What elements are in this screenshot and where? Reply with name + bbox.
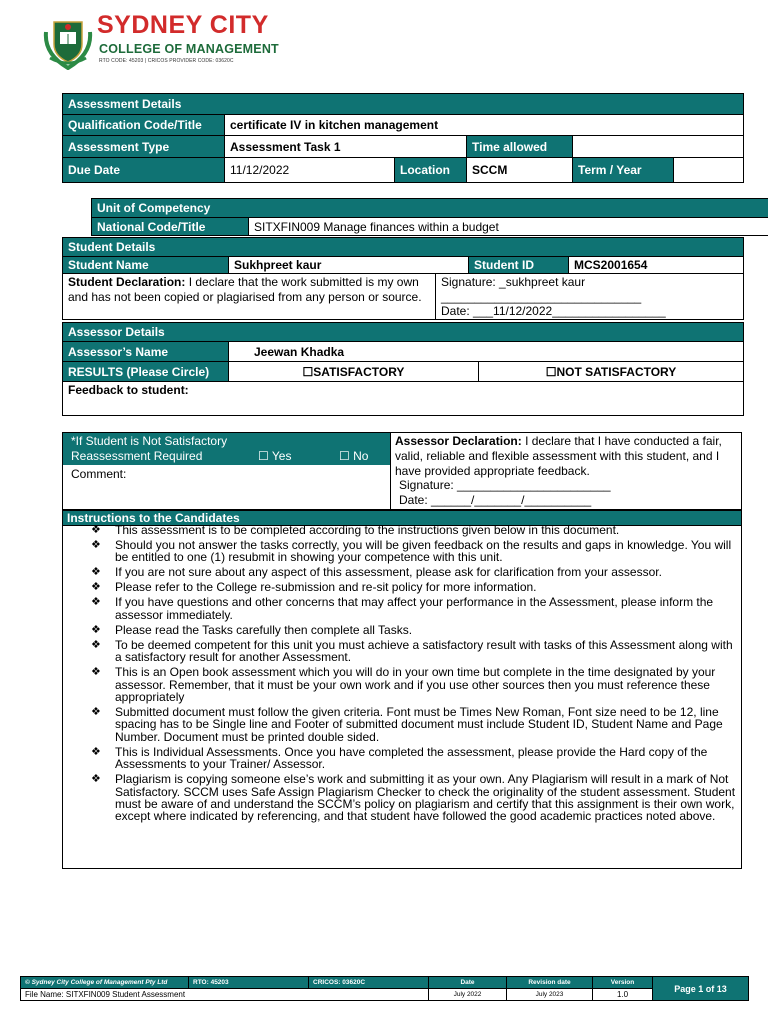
reassess-no-checkbox[interactable]: ☐ No — [339, 449, 369, 463]
instruction-item — [63, 539, 741, 564]
time-allowed-label: Time allowed — [467, 136, 573, 158]
student-name-label: Student Name — [63, 257, 229, 274]
bullet-icon: ❖ — [91, 566, 101, 579]
student-id-value: MCS2001654 — [569, 257, 744, 274]
bullet-icon: ❖ — [91, 745, 101, 758]
satisfactory-checkbox[interactable]: ☐SATISFACTORY — [229, 362, 479, 382]
student-declaration-label: Student Declaration: — [68, 275, 186, 289]
student-details-heading: Student Details — [63, 238, 744, 257]
instruction-item — [63, 581, 741, 593]
footer-rto: RTO: 45203 — [189, 977, 309, 989]
national-code-label: National Code/Title — [92, 218, 249, 236]
student-declaration-text: I declare that the work submitted is my own and has not been copied or plagiarised from any person or source. — [68, 275, 422, 304]
bullet-icon: ❖ — [91, 666, 101, 679]
footer-date-value: July 2022 — [429, 989, 507, 1001]
instruction-text: Please refer to the College re-submission and re-sit policy for more information. — [115, 580, 537, 595]
location-value: SCCM — [467, 158, 573, 183]
student-signature-cell — [436, 274, 744, 320]
student-signature-line: Signature: _sukhpreet kaur ______________________________ — [441, 275, 642, 304]
term-year-value — [674, 158, 744, 183]
time-allowed-value — [573, 136, 744, 158]
bullet-icon: ❖ — [91, 596, 101, 609]
national-code-value: SITXFIN009 Manage finances within a budget — [249, 218, 768, 236]
student-details-table — [62, 237, 744, 320]
assessor-declaration-label: Assessor Declaration: — [395, 434, 522, 448]
footer-file-name: File Name: SITXFIN009 Student Assessment — [21, 989, 429, 1001]
bullet-icon: ❖ — [91, 623, 101, 636]
bullet-icon: ❖ — [91, 524, 101, 536]
bullet-icon: ❖ — [91, 539, 101, 551]
unit-of-competency-table — [91, 198, 768, 236]
instructions-heading: Instructions to the Candidates — [62, 510, 742, 526]
assessment-details-heading: Assessment Details — [63, 94, 744, 115]
footer-version-value: 1.0 — [593, 989, 653, 1001]
student-id-label: Student ID — [469, 257, 569, 274]
results-label: RESULTS (Please Circle) — [63, 362, 229, 382]
footer-version-label: Version — [593, 977, 653, 989]
college-crest-icon — [40, 14, 96, 70]
instruction-item — [63, 624, 741, 636]
reassess-yes-checkbox[interactable]: ☐ Yes — [258, 449, 292, 463]
instruction-item — [63, 773, 741, 823]
instruction-item — [63, 706, 741, 743]
footer-cricos: CRICOS: 03620C — [309, 977, 429, 989]
brand-codes: RTO CODE: 45203 | CRICOS PROVIDER CODE: 03620C — [99, 58, 234, 64]
reassessment-required-row — [71, 449, 382, 464]
instruction-text: If you are not sure about any aspect of this assessment, please ask for clarification from your assessor. — [115, 565, 662, 580]
footer-date-label: Date — [429, 977, 507, 989]
not-satisfactory-checkbox[interactable]: ☐NOT SATISFACTORY — [479, 362, 744, 382]
assessor-date-line: Date: ______/_______/__________ — [399, 493, 592, 508]
instruction-text: To be deemed competent for this unit you must achieve a satisfactory result with tasks of this Assessment along with a satisfactory result for another Assessment. — [115, 637, 733, 665]
assessment-type-value: Assessment Task 1 — [225, 136, 467, 158]
instruction-item — [63, 639, 741, 664]
instruction-item — [63, 566, 741, 578]
comment-label[interactable]: Comment: — [71, 467, 127, 481]
bullet-icon: ❖ — [91, 773, 101, 786]
assessor-details-table — [62, 322, 744, 416]
footer-table — [20, 976, 749, 1001]
student-declaration — [63, 274, 436, 320]
qualification-label: Qualification Code/Title — [63, 115, 225, 136]
student-name-value: Sukhpreet kaur — [229, 257, 469, 274]
due-date-value: 11/12/2022 — [225, 158, 395, 183]
assessor-signature-line: Signature: _______________________ — [399, 478, 611, 493]
instruction-text: Please read the Tasks carefully then complete all Tasks. — [115, 622, 413, 637]
brand-name: SYDNEY CITY — [97, 11, 269, 39]
footer-revision-value: July 2023 — [507, 989, 593, 1001]
assessment-details-table — [62, 93, 744, 183]
assessor-name-label: Assessor’s Name — [63, 342, 229, 362]
instructions-list — [63, 524, 741, 823]
instruction-text: Plagiarism is copying someone else’s work and submitting it as your own. Any Plagiarism will result in a mark of Not Satisfactory. SCCM uses Safe Assign Plagiarism Checker to check the originality of the student assessment. Student must be aware of and understand the SCCM’s policy on plagiarism and certify that this assignment is their own work, except where indicated by referencing, and that student have followed the good academic practices noted above. — [115, 772, 736, 824]
footer-page-number: Page 1 of 13 — [653, 977, 749, 1001]
instruction-item — [63, 596, 741, 621]
instruction-text: Should you not answer the tasks correctly, you will be given feedback on the results and gaps in knowledge. You will be entitled to one (1) resubmit in showing your competence with this unit. — [115, 538, 732, 565]
term-year-label: Term / Year — [573, 158, 674, 183]
assessor-declaration-cell — [391, 433, 742, 510]
instruction-text: This is an Open book assessment which you will do in your own time but complete in the time designated by your assessor. Remember, that it must be your own work and if you use other sources then you must reference these appropriately — [115, 665, 716, 705]
instruction-text: Submitted document must follow the given criteria. Font must be Times New Roman, Font size need to be 12, line spacing has to be Single line and Footer of submitted document must include Student ID, Student Name and Page Number. Document must be printed double sided. — [115, 705, 723, 744]
reassessment-required-label: Reassessment Required — [71, 449, 203, 463]
brand-subtitle: COLLEGE OF MANAGEMENT — [99, 42, 279, 56]
location-label: Location — [395, 158, 467, 183]
reassessment-table — [62, 432, 742, 510]
unit-heading: Unit of Competency — [92, 199, 768, 218]
bullet-icon: ❖ — [91, 706, 101, 719]
due-date-label: Due Date — [63, 158, 225, 183]
bullet-icon: ❖ — [91, 581, 101, 594]
assessor-declaration-text: I declare that I have conducted a fair, valid, reliable and flexible assessment with this student, and I have provided appropriate feedback. — [395, 434, 722, 478]
footer-copyright: © Sydney City College of Management Pty Ltd — [21, 977, 189, 989]
instruction-text: This assessment is to be completed according to the instructions given below in this document. — [115, 523, 620, 537]
assessor-name-value: Jeewan Khadka — [229, 342, 744, 362]
instruction-text: This is Individual Assessments. Once you have completed the assessment, please provide the Hard copy of the Assessments to your Trainer/ Assessor. — [115, 744, 708, 772]
instruction-item — [63, 666, 741, 703]
reassessment-cell — [63, 433, 391, 510]
instruction-text: If you have questions and other concerns that may affect your performance in the Assessment, please inform the assessor immediately. — [115, 595, 714, 622]
instruction-item — [63, 746, 741, 771]
not-satisfactory-note: *If Student is Not Satisfactory — [71, 434, 228, 448]
assessor-details-heading: Assessor Details — [63, 323, 744, 342]
student-date-line: Date: ___11/12/2022_________________ — [441, 304, 666, 318]
instruction-item — [63, 524, 741, 536]
feedback-to-student[interactable]: Feedback to student: — [63, 382, 744, 416]
qualification-value: certificate IV in kitchen management — [225, 115, 744, 136]
assessment-type-label: Assessment Type — [63, 136, 225, 158]
instructions-panel — [62, 524, 742, 869]
bullet-icon: ❖ — [91, 638, 101, 651]
footer-revision-label: Revision date — [507, 977, 593, 989]
